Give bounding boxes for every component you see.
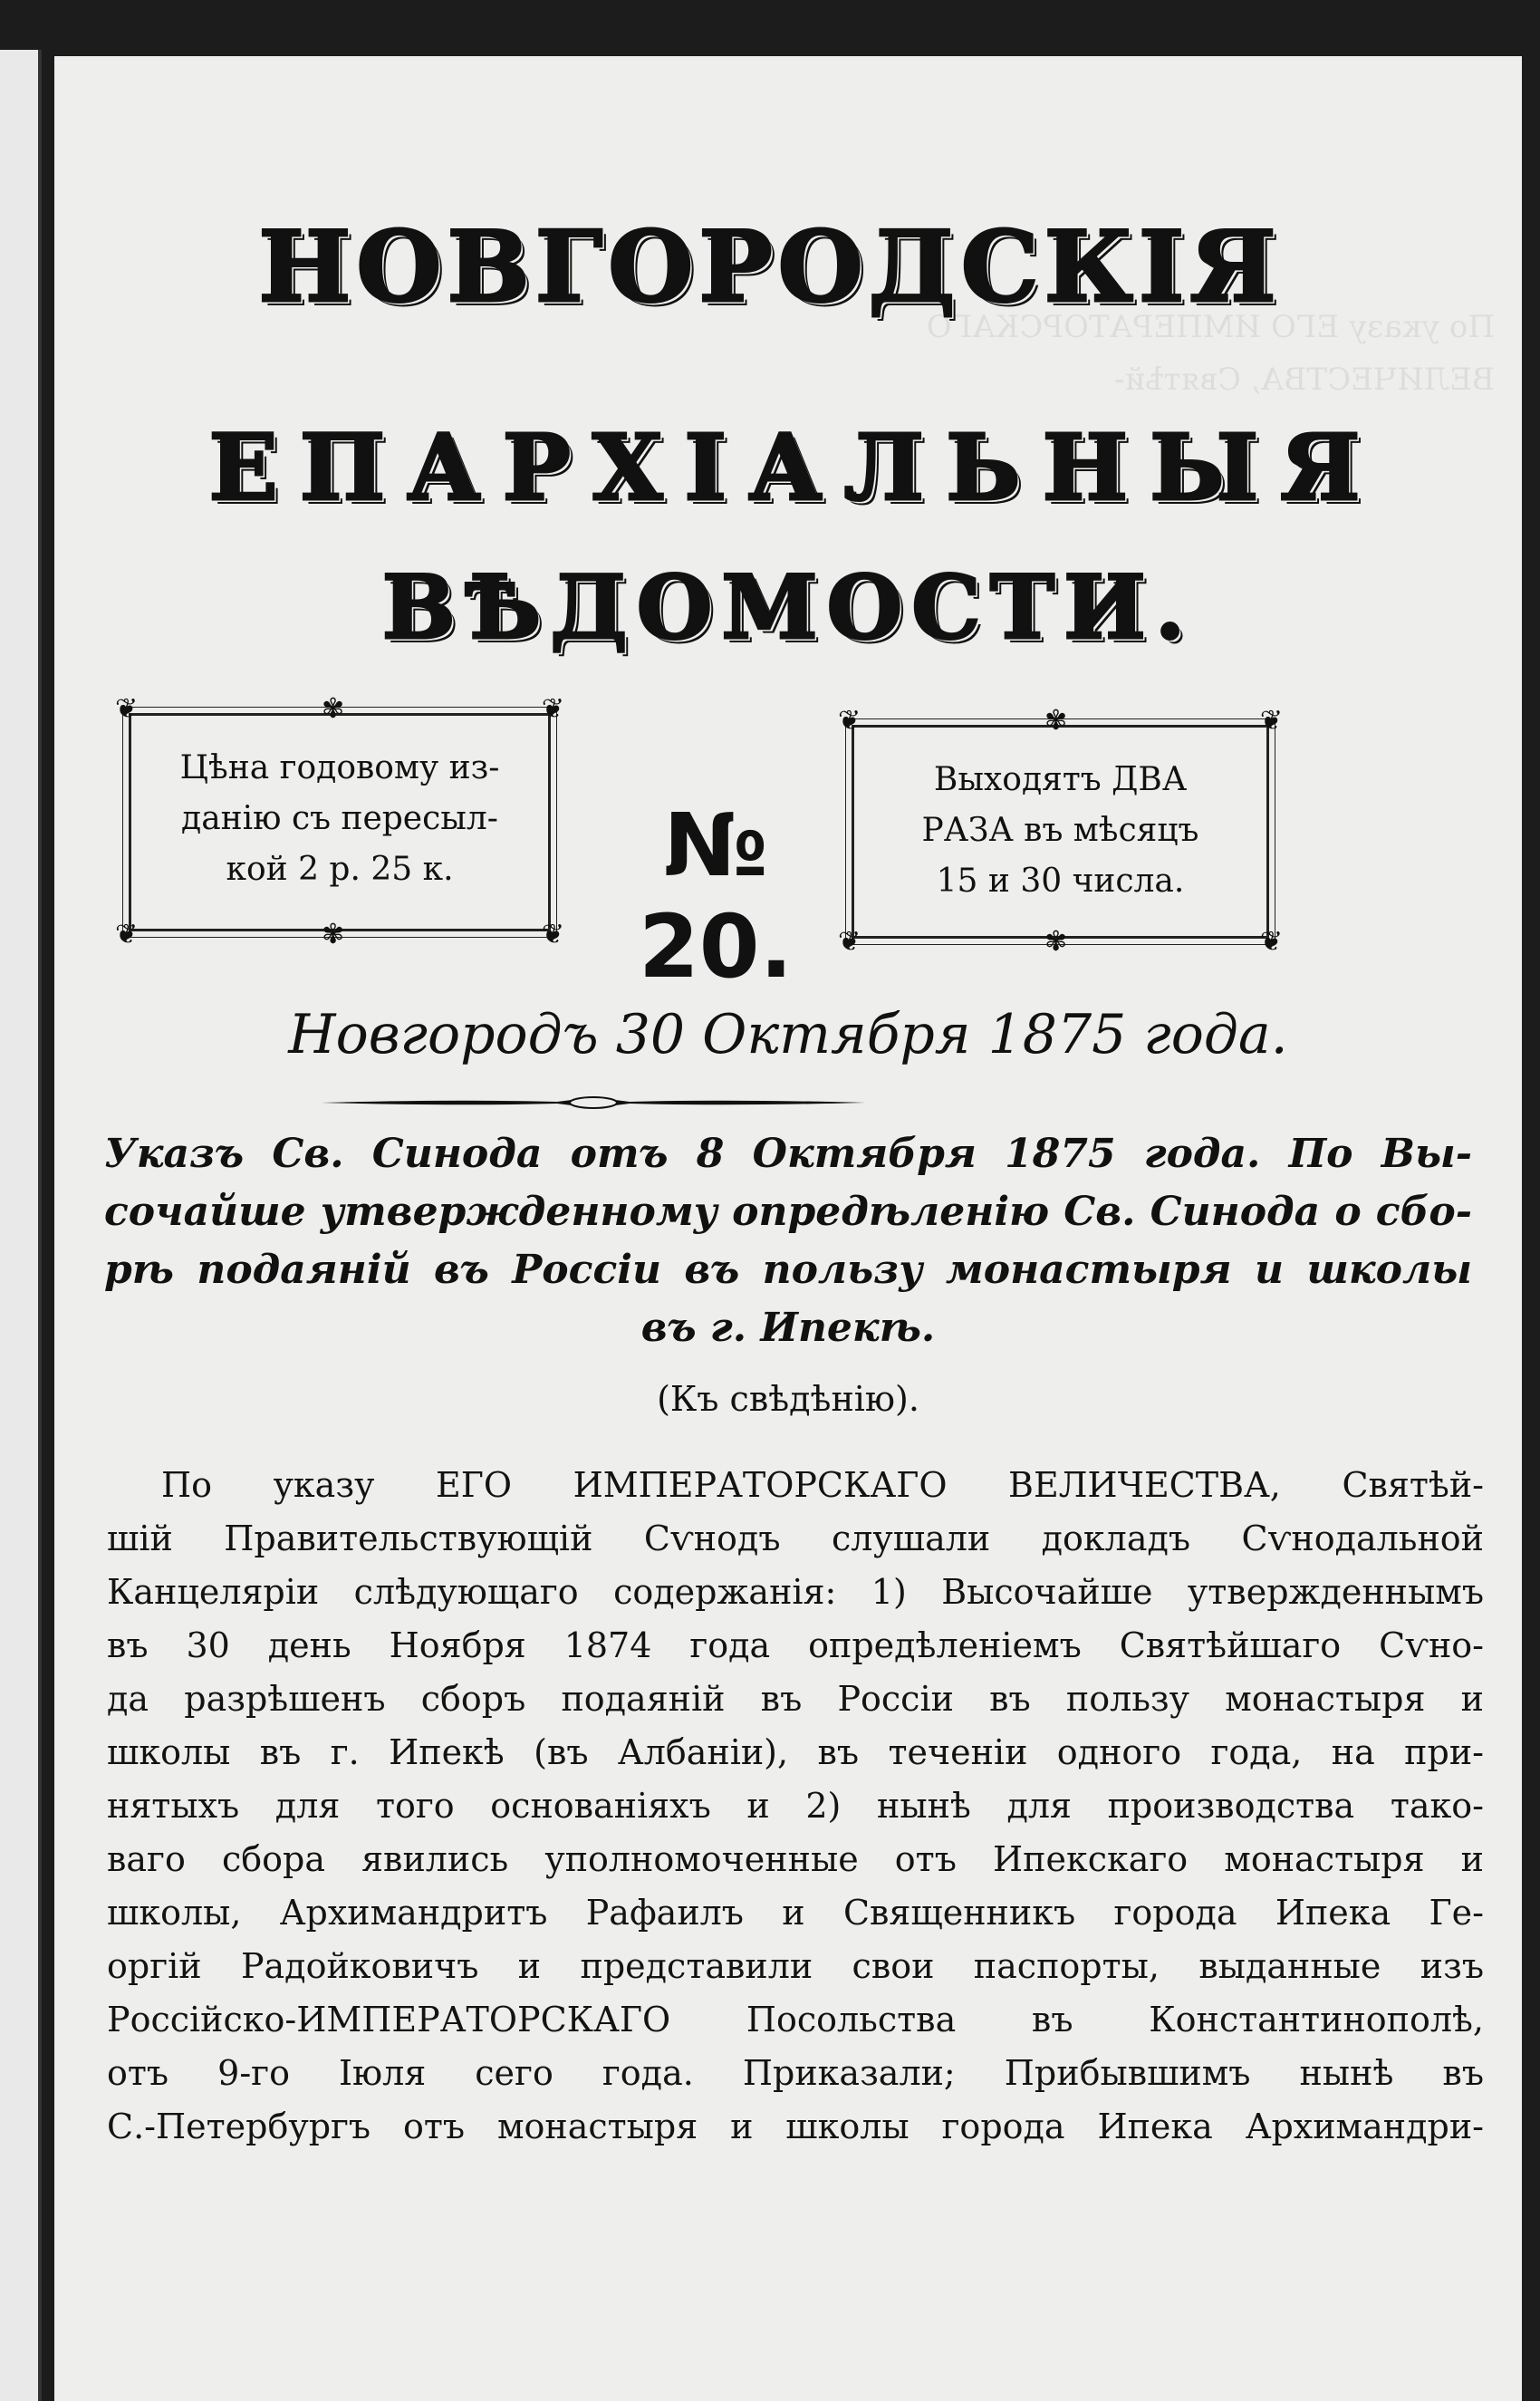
dateline: Новгородъ 30 Октября 1875 года.: [288, 1003, 1288, 1066]
body-line: оргій Радойковичъ и представили свои паспорты, выданные изъ: [107, 1946, 1484, 1986]
body-line: По указу ЕГО ИМПЕРАТОРСКАГО ВЕЛИЧЕСТВА, Святѣй-: [161, 1465, 1484, 1505]
center-ornament-icon: ✾: [322, 919, 345, 950]
price-line-1: Цѣна годовому из-: [179, 749, 500, 786]
corner-ornament-icon: ❦: [1259, 926, 1283, 958]
decree-title-line: Указъ Св. Синода отъ 8 Октября 1875 года. По Вы-: [104, 1131, 1472, 1177]
schedule-box: [838, 705, 1283, 958]
ornamental-divider: [322, 1096, 865, 1109]
body-line: да разрѣшенъ сборъ подаяній въ Россіи въ пользу монастыря и: [107, 1679, 1484, 1719]
document-page: [54, 56, 1522, 2401]
decree-title-line: въ г. Ипекѣ.: [640, 1305, 936, 1351]
corner-ornament-icon: ❦: [541, 693, 564, 725]
price-line-3: кой 2 р. 25 к.: [226, 851, 454, 888]
body-line: отъ 9-го Іюля сего года. Приказали; Прибывшимъ нынѣ въ: [107, 2053, 1484, 2093]
decree-title-line: сочайше утвержденному опредѣленію Св. Синода о сбо-: [104, 1189, 1472, 1235]
corner-ornament-icon: ❦: [838, 926, 861, 958]
body-line: Россійско-ИМПЕРАТОРСКАГО Посольства въ Константинополѣ,: [107, 2000, 1484, 2039]
decree-title: [104, 1125, 1472, 1357]
center-ornament-icon: ✾: [1044, 705, 1068, 737]
decree-title-line: рѣ подаяній въ Россіи въ пользу монастыря и школы: [104, 1247, 1472, 1293]
masthead-line-2: ЕПАРХІАЛЬНЫЯ: [208, 414, 1382, 521]
corner-ornament-icon: ❦: [115, 693, 139, 725]
price-line-2: данію съ пересыл-: [181, 800, 498, 837]
corner-ornament-icon: ❦: [115, 919, 139, 950]
for-information-note: (Къ свѣдѣнію).: [657, 1379, 919, 1419]
body-line: нятыхъ для того основаніяхъ и 2) нынѣ для производства тако-: [107, 1786, 1484, 1826]
body-line: С.-Петербургъ отъ монастыря и школы города Ипека Архимандри-: [107, 2107, 1484, 2146]
masthead-line-3: ВѢДОМОСТИ.: [381, 556, 1195, 659]
decree-body: [107, 1459, 1484, 2154]
corner-ornament-icon: ❦: [541, 919, 564, 950]
body-line: школы, Архимандритъ Рафаилъ и Священникъ города Ипека Ге-: [107, 1893, 1484, 1933]
center-ornament-icon: ✾: [322, 693, 345, 725]
schedule-line-2: РАЗА въ мѣсяцъ: [921, 812, 1199, 849]
corner-ornament-icon: ❦: [838, 705, 861, 737]
corner-ornament-icon: ❦: [1259, 705, 1283, 737]
body-line: школы въ г. Ипекѣ (въ Албаніи), въ теченіи одного года, на при-: [107, 1732, 1484, 1772]
body-line: въ 30 день Ноября 1874 года опредѣленіемъ Святѣйшаго Сѵно-: [107, 1625, 1484, 1665]
bleed-through-text: По указу ЕГО ИМПЕРАТОРСКАГО ВЕЛИЧЕСТВА, Святѣй-: [926, 309, 1495, 398]
body-line: ваго сбора явились уполномоченные отъ Ипекскаго монастыря и: [107, 1839, 1484, 1879]
schedule-line-1: Выходятъ ДВА: [933, 761, 1188, 798]
body-line: Канцеляріи слѣдующаго содержанія: 1) Высочайше утвержденнымъ: [107, 1572, 1484, 1612]
schedule-line-3: 15 и 30 числа.: [936, 863, 1185, 900]
center-ornament-icon: ✾: [1044, 926, 1068, 958]
masthead-line-1: НОВГОРОДСКІЯ: [258, 210, 1282, 324]
price-box: [115, 693, 564, 950]
body-line: шій Правительствующій Сѵнодъ слушали докладъ Сѵнодальной: [107, 1519, 1484, 1558]
issue-number: № 20.: [638, 795, 794, 998]
adjacent-page-edge: [0, 50, 42, 2401]
